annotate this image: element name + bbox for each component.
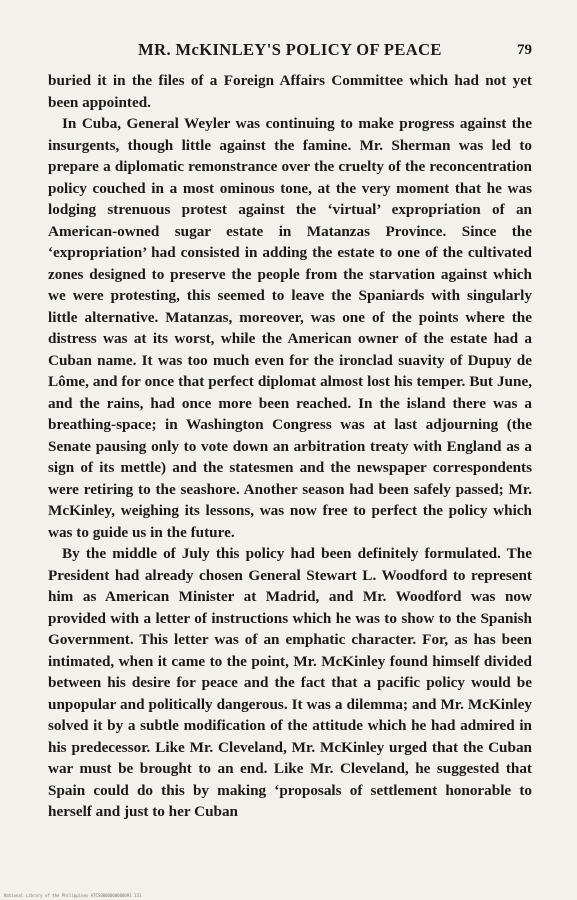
paragraph: In Cuba, General Weyler was continuing to make progress against the insurgents, though little against the famine. Mr. Sherman was led to prepare a diplomatic remonstrance over the cruelty of the reconcentration policy couched in a most ominous tone, at the very moment that he was lodging strenuous protest against the ‘virtual’ expropriation of an American-owned sugar estate in Matanzas Province. Since the ‘expropriation’ had consisted in adding the estate to one of the cultivated zones designed to preserve the people from the starvation against which we were protesting, this seemed to leave the Spaniards with singularly little alternative. Matanzas, moreover, was one of the points where the distress was at its worst, while the American owner of the estate had a Cuban name. It was too much even for the ironclad suavity of Dupuy de Lôme, and for once that perfect diplomat almost lost his temper. But June, and the rains, had once more been reached. In the island there was a breathing-space; in Washington Congress was at last adjourning (the Senate pausing only to vote down an arbitration treaty with England as a sign of its mettle) and the statesmen and the newspaper correspondents were retiring to the seashore. Another season had been safely passed; Mr. McKinley, weighing its lessons, was now free to perfect the policy which was to guide us in the future.: [48, 115, 532, 541]
paragraph: By the middle of July this policy had been definitely formulated. The President had already chosen General Stewart L. Woodford to represent him as American Minister at Madrid, and Mr. Woodford was now provided with a letter of instructions which he was to show to the Spanish Government. This letter was of an emphatic character. For, as has been intimated, when it came to the point, Mr. McKinley found himself divided between his desire for peace and the fact that a pacific policy would be unpopular and politically dangerous. It was a dilemma; and Mr. McKinley solved it by a subtle modification of the attitude which he had admired in his predecessor. Like Mr. Cleveland, Mr. McKinley urged that the Cuban war must be brought to an end. Like Mr. Cleveland, he suggested that Spain could do this by making ‘proposals of settlement honorable to herself and just to her Cuban: [48, 545, 532, 820]
body-text: [48, 70, 532, 823]
scan-footer: National Library of the Philippines ATCS0000000000091 131: [4, 893, 142, 898]
paragraph-continued: buried it in the files of a Foreign Affairs Committee which had not yet been appointed.: [48, 72, 532, 111]
running-head: [48, 38, 532, 62]
running-title: MR. McKINLEY'S POLICY OF PEACE: [138, 40, 442, 59]
page-number: 79: [517, 42, 532, 58]
